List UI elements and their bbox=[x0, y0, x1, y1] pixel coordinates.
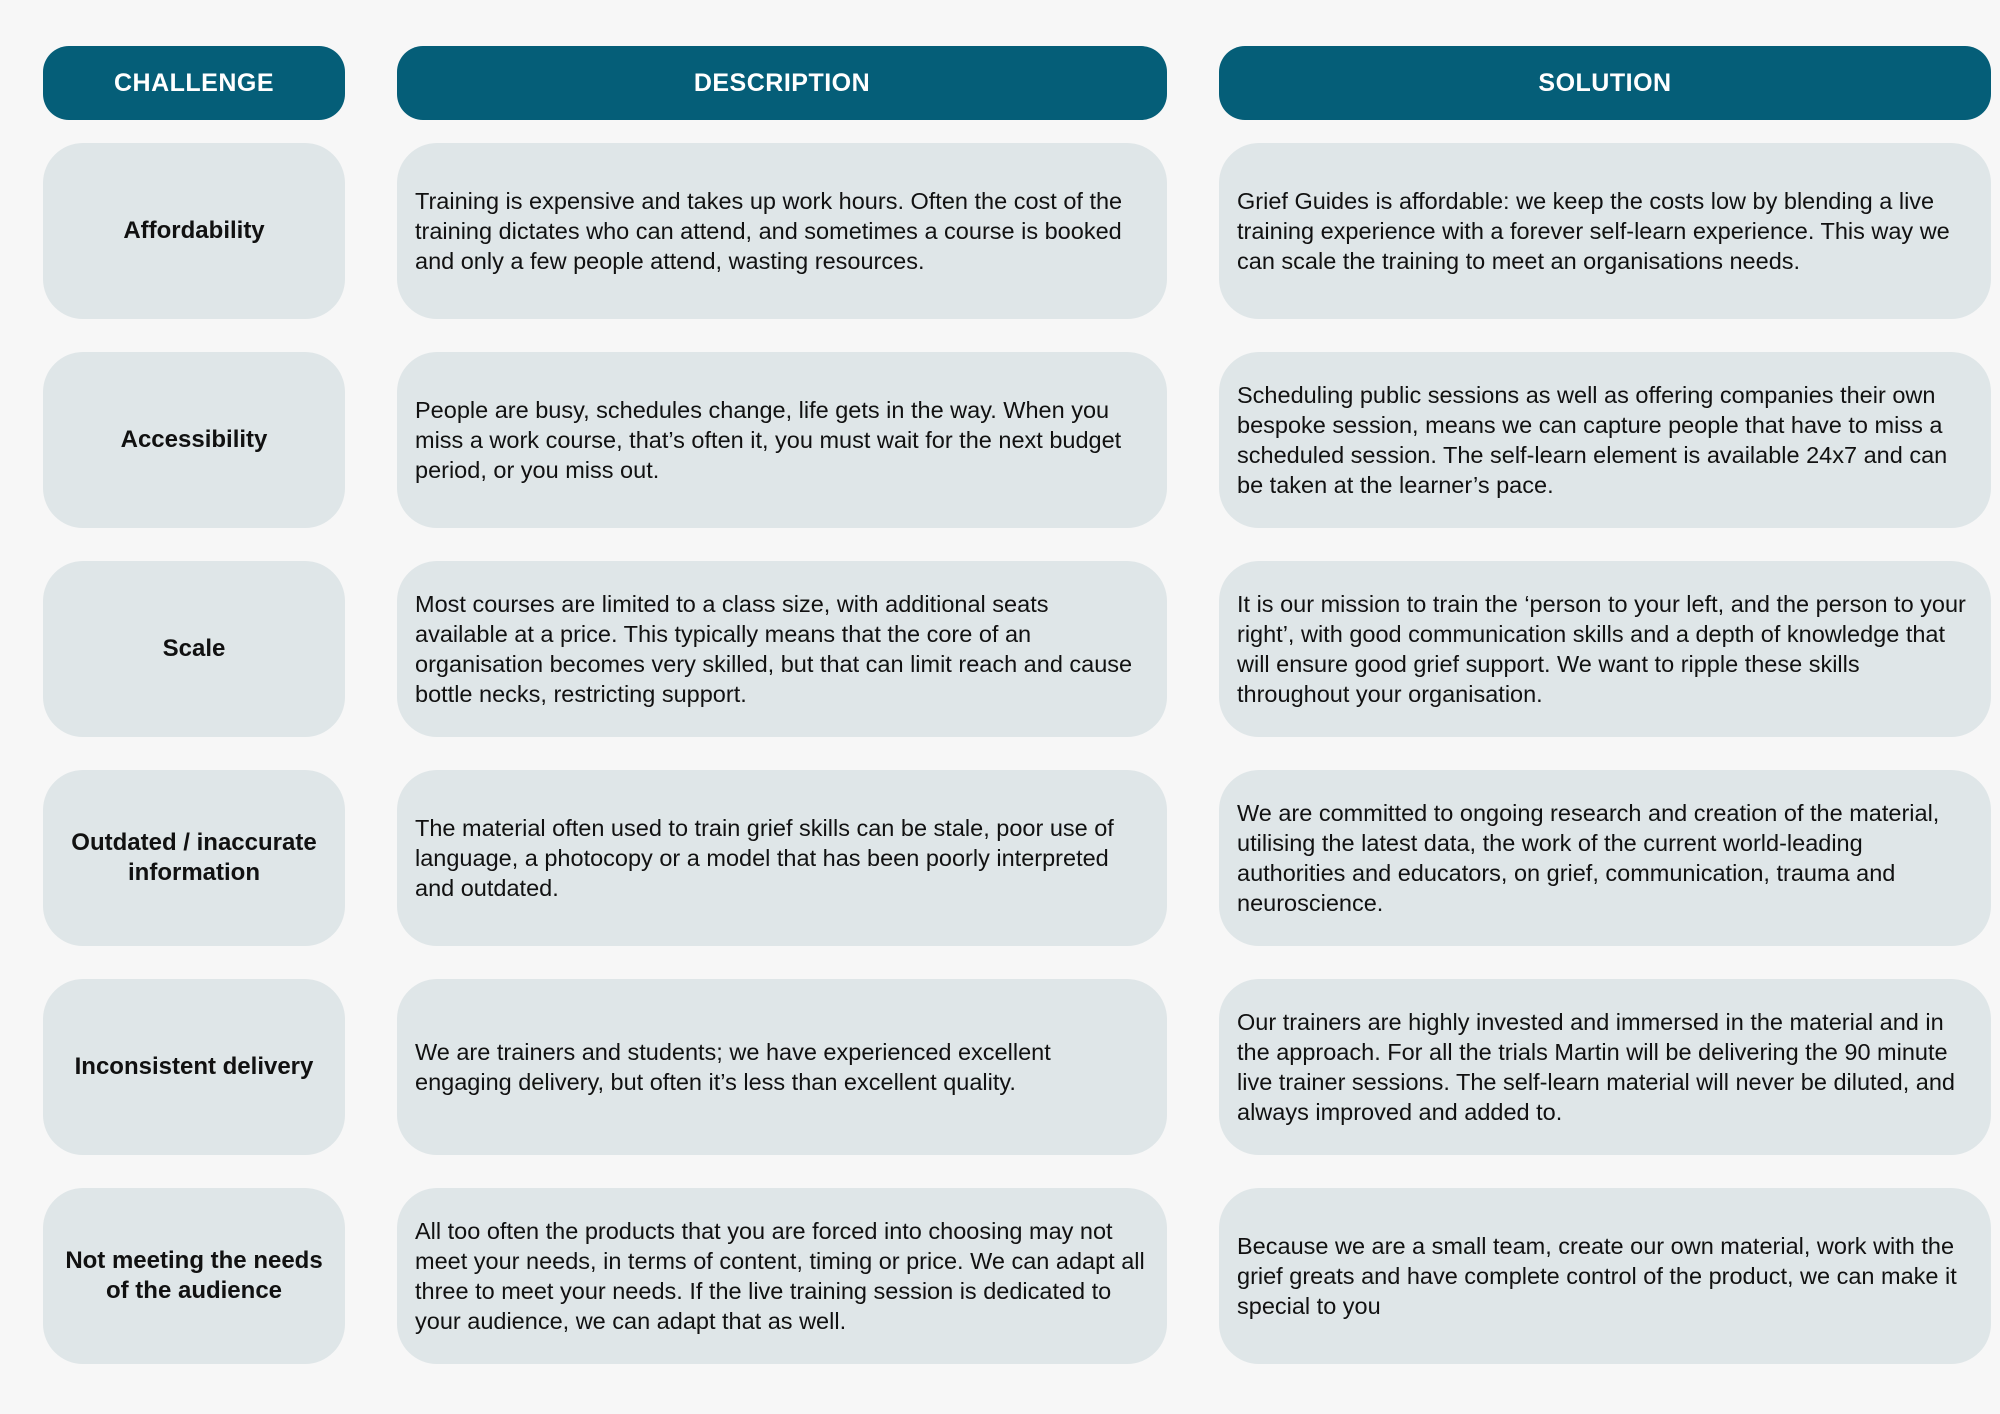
table-row bbox=[43, 770, 1960, 946]
table-header bbox=[43, 46, 1960, 120]
challenge-cell: Scale bbox=[43, 561, 345, 737]
solution-cell: We are committed to ongoing research and creation of the material, utilising the latest data, the work of the current world-leading authorities and educators, on grief, communication, trauma and neuroscience. bbox=[1219, 770, 1991, 946]
solution-cell: Because we are a small team, create our own material, work with the grief greats and have complete control of the product, we can make it special to you bbox=[1219, 1188, 1991, 1364]
table-row bbox=[43, 352, 1960, 528]
challenge-cell: Not meeting the needs of the audience bbox=[43, 1188, 345, 1364]
challenge-cell: Inconsistent delivery bbox=[43, 979, 345, 1155]
description-cell: We are trainers and students; we have experienced excellent engaging delivery, but often it’s less than excellent quality. bbox=[397, 979, 1167, 1155]
solution-header: SOLUTION bbox=[1219, 46, 1991, 120]
solution-cell: Grief Guides is affordable: we keep the costs low by blending a live training experience with a forever self-learn experience. This way we can scale the training to meet an organisations needs. bbox=[1219, 143, 1991, 319]
description-cell: People are busy, schedules change, life gets in the way. When you miss a work course, that’s often it, you must wait for the next budget period, or you miss out. bbox=[397, 352, 1167, 528]
table-row bbox=[43, 979, 1960, 1155]
solution-cell: Our trainers are highly invested and immersed in the material and in the approach. For all the trials Martin will be delivering the 90 minute live trainer sessions. The self-learn material will never be diluted, and always improved and added to. bbox=[1219, 979, 1991, 1155]
table-row bbox=[43, 143, 1960, 319]
challenge-solution-table bbox=[40, 46, 1966, 1364]
description-cell: Training is expensive and takes up work hours. Often the cost of the training dictates who can attend, and sometimes a course is booked and only a few people attend, wasting resources. bbox=[397, 143, 1167, 319]
challenge-cell: Outdated / inaccurate information bbox=[43, 770, 345, 946]
table-body bbox=[40, 143, 1966, 1364]
challenge-cell: Affordability bbox=[43, 143, 345, 319]
table-row bbox=[43, 1188, 1960, 1364]
description-cell: The material often used to train grief skills can be stale, poor use of language, a photocopy or a model that has been poorly interpreted and outdated. bbox=[397, 770, 1167, 946]
table-row bbox=[43, 561, 1966, 737]
solution-cell: It is our mission to train the ‘person to your left, and the person to your right’, with good communication skills and a depth of knowledge that will ensure good grief support. We want to ripple these skills throughout your organisation. bbox=[1219, 561, 1991, 737]
description-cell: All too often the products that you are forced into choosing may not meet your needs, in terms of content, timing or price. We can adapt all three to meet your needs. If the live training session is dedicated to your audience, we can adapt that as well. bbox=[397, 1188, 1167, 1364]
solution-cell: Scheduling public sessions as well as offering companies their own bespoke session, means we can capture people that have to miss a scheduled session. The self-learn element is available 24x7 and can be taken at the learner’s pace. bbox=[1219, 352, 1991, 528]
description-header: DESCRIPTION bbox=[397, 46, 1167, 120]
challenge-cell: Accessibility bbox=[43, 352, 345, 528]
challenge-header: CHALLENGE bbox=[43, 46, 345, 120]
description-cell: Most courses are limited to a class size, with additional seats available at a price. This typically means that the core of an organisation becomes very skilled, but that can limit reach and cause bottle necks, restricting support. bbox=[397, 561, 1167, 737]
